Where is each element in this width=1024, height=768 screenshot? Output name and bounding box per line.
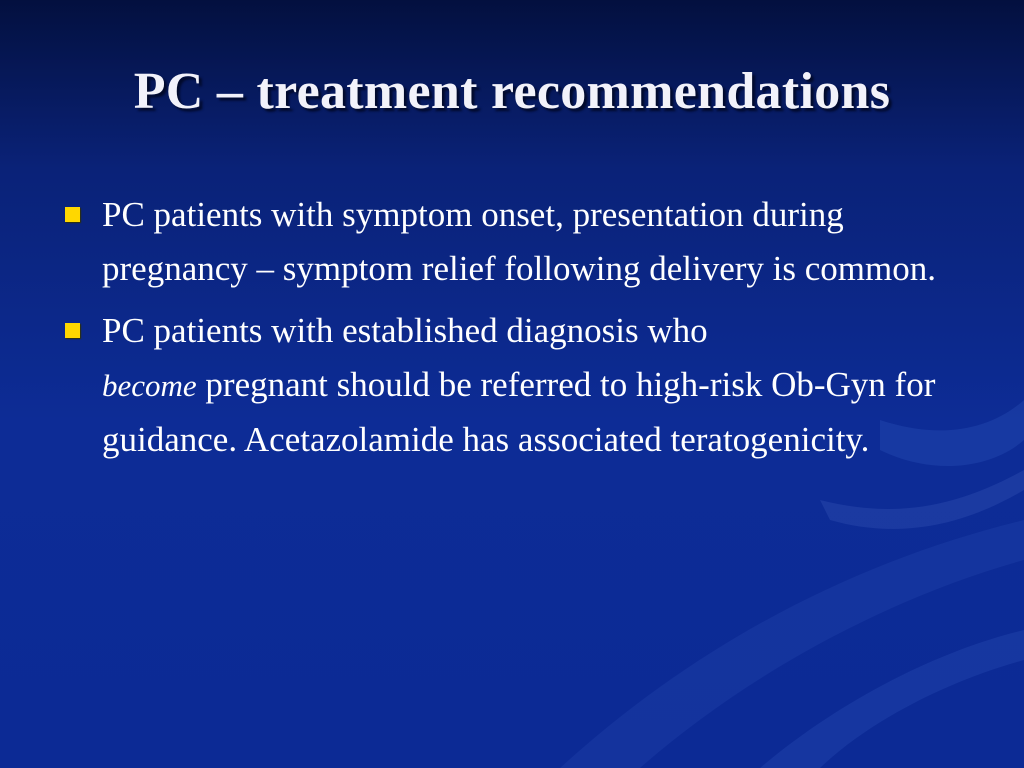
bullet-list — [62, 188, 942, 475]
bullet-item — [62, 188, 942, 296]
bullet-emphasis: become — [102, 368, 197, 403]
slide-title: PC – treatment recommendations — [133, 63, 891, 120]
bullet-item — [62, 304, 942, 467]
bullet-text-lead: PC patients with established diagnosis who — [102, 311, 708, 350]
bullet-text: PC patients with symptom onset, presentation during pregnancy – symptom relief following delivery is common. — [102, 195, 936, 288]
square-bullet-icon — [65, 323, 80, 338]
square-bullet-icon — [65, 207, 80, 222]
bullet-text-rest: pregnant should be referred to high-risk Ob-Gyn for guidance. Acetazolamide has associated teratogenicity. — [102, 365, 936, 459]
